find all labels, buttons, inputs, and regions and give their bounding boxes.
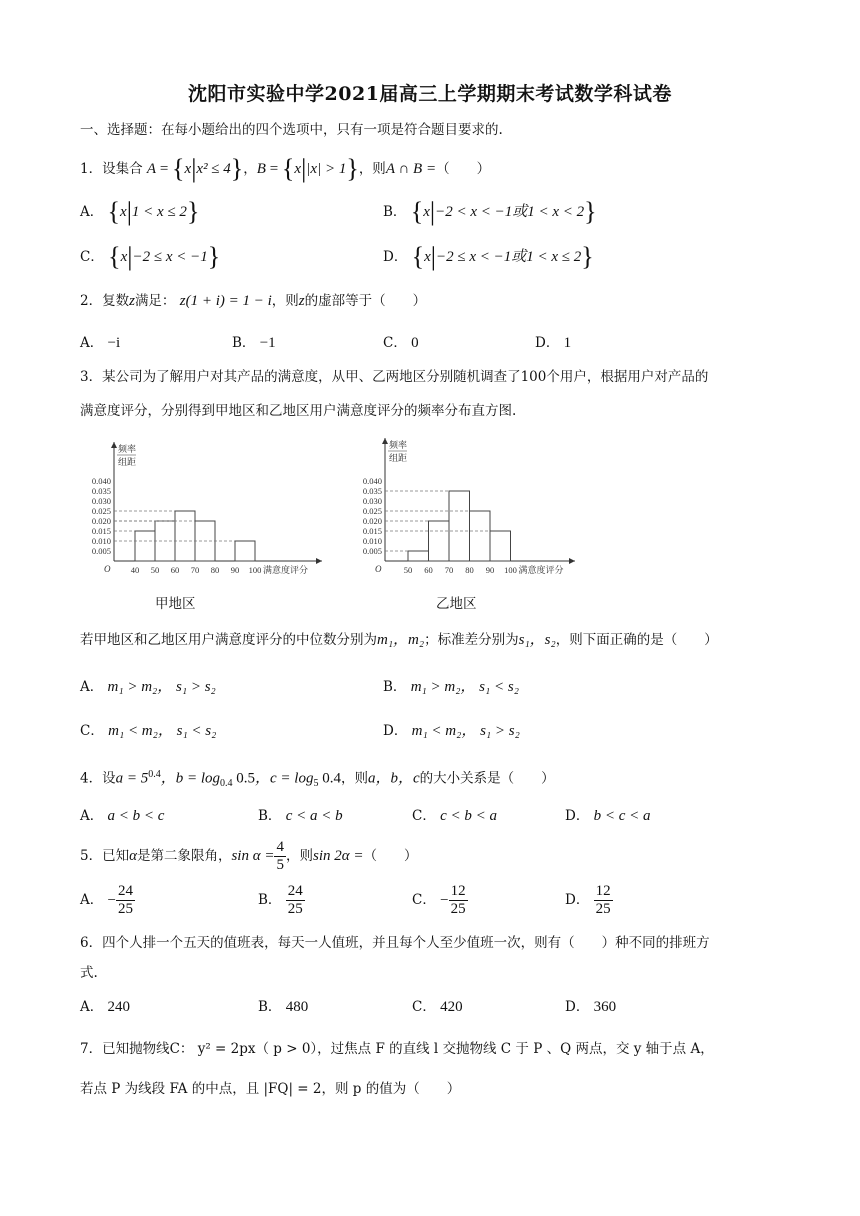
section-heading: 一、选择题：在每小题给出的四个选项中，只有一项是符合题目要求的. (80, 122, 503, 138)
q2-option-c: C． 0 (383, 335, 419, 351)
q3-option-c: C． m₁ < m₂， s₁ < s₂ (80, 723, 217, 739)
q3-option-d: D． m₁ < m₂， s₁ > s₂ (383, 723, 520, 739)
question-7-line1: 7．已知抛物线C： y² = 2px（ p > 0），过焦点 F 的直线 l 交抛物线 C 于 P 、Q 两点，交 y 轴于点 A， (80, 1041, 714, 1057)
x-tick-label: 50 (150, 565, 160, 575)
origin-label: O (375, 564, 382, 574)
question-1-stem: 1．设集合 A = {x|x² ≤ 4}，B = {x||x| > 1}，则A ∩ B =（ ） (80, 154, 491, 183)
histogram-bar (429, 521, 450, 561)
histogram-jia (86, 436, 326, 581)
y-tick-label: 0.020 (362, 516, 382, 526)
q3-option-b: B． m₁ > m₂， s₁ < s₂ (383, 679, 519, 695)
q2-option-b: B． −1 (232, 335, 276, 351)
q1-option-d: D． {x|−2 ≤ x < −1或1 < x ≤ 2} (383, 242, 594, 271)
origin-label: O (104, 564, 111, 574)
y-tick-label: 0.015 (91, 526, 111, 536)
q4-option-a: A． a < b < c (80, 808, 165, 824)
x-tick-label: 80 (210, 565, 220, 575)
x-axis-label: 满意度评分 (518, 565, 564, 575)
y-axis-label-top: 频率 (118, 444, 137, 454)
q6-option-d: D． 360 (565, 999, 617, 1015)
y-tick-label: 0.010 (362, 536, 382, 546)
histogram-yi (355, 434, 580, 581)
histogram-bar (490, 531, 511, 561)
x-tick-label: 60 (170, 565, 180, 575)
q5-option-d: D． $\frac{12}{25}$ (565, 883, 611, 917)
y-tick-label: 0.015 (362, 526, 382, 536)
x-tick-label: 90 (485, 565, 495, 575)
y-tick-label: 0.040 (91, 476, 111, 486)
caption-jia: 甲地区 (155, 596, 196, 612)
x-tick-label: 40 (130, 565, 140, 575)
x-tick-label: 70 (190, 565, 200, 575)
q1-option-a: A． {x|1 < x ≤ 2} (80, 197, 200, 226)
y-tick-label: 0.040 (362, 476, 382, 486)
y-axis-label-bottom: 组距 (118, 457, 137, 467)
q3-option-a: A． m₁ > m₂， s₁ > s₂ (80, 679, 216, 695)
q6-option-a: A． 240 (80, 999, 131, 1015)
q4-option-d: D． b < c < a (565, 808, 651, 824)
caption-yi: 乙地区 (436, 596, 477, 612)
q4-option-c: C． c < b < a (412, 808, 498, 824)
y-tick-label: 0.005 (362, 546, 382, 556)
x-tick-label: 100 (248, 565, 262, 575)
histogram-bar (175, 511, 195, 561)
q5-option-c: C． − $\frac{12}{25}$ (412, 883, 466, 917)
histogram-bar (135, 531, 155, 561)
x-axis-arrow (316, 558, 322, 564)
question-2-stem: 2．复数z满足： z(1 + i) = 1 − i，则z的虚部等于（ ） (80, 293, 427, 309)
y-tick-label: 0.025 (362, 506, 382, 516)
y-tick-label: 0.025 (91, 506, 111, 516)
q6-option-b: B． 480 (258, 999, 309, 1015)
question-7-line2: 若点 P 为线段 FA 的中点，且 |FQ| = 2，则 p 的值为（ ） (80, 1081, 461, 1097)
x-axis-label: 满意度评分 (263, 565, 309, 575)
q5-option-a: A． − $\frac{24}{25}$ (80, 883, 134, 917)
question-6-line2: 式. (80, 965, 98, 981)
y-tick-label: 0.030 (91, 496, 111, 506)
y-tick-label: 0.030 (362, 496, 382, 506)
question-3-line2: 满意度评分，分别得到甲地区和乙地区用户满意度评分的频率分布直方图. (80, 403, 517, 419)
question-4-stem: 4．设$a = 5^{0.4}$，$b = \log_{0.4} 0.5$，$c = \log_5 0.4$，则a，b，c的大小关系是（ ） (80, 769, 555, 790)
q4-option-b: B． c < a < b (258, 808, 343, 824)
y-tick-label: 0.035 (91, 486, 111, 496)
q2-option-a: A． −i (80, 335, 121, 351)
y-tick-label: 0.035 (362, 486, 382, 496)
q6-option-c: C． 420 (412, 999, 463, 1015)
histogram-bar (449, 491, 470, 561)
x-tick-label: 70 (444, 565, 454, 575)
x-tick-label: 100 (504, 565, 517, 575)
x-tick-label: 80 (465, 565, 474, 575)
histogram-bar (470, 511, 491, 561)
x-tick-label: 60 (424, 565, 433, 575)
histogram-bar (408, 551, 429, 561)
paper-title: 沈阳市实验中学2021届高三上学期期末考试数学科试卷 (188, 83, 672, 105)
y-tick-label: 0.005 (91, 546, 111, 556)
y-axis-arrow (382, 438, 388, 444)
y-axis-label-top: 频率 (389, 440, 408, 450)
y-tick-label: 0.010 (91, 536, 111, 546)
y-tick-label: 0.020 (91, 516, 111, 526)
y-axis-arrow (111, 442, 117, 448)
question-3-conclusion: 若甲地区和乙地区用户满意度评分的中位数分别为m₁，m₂；标准差分别为s₁，s₂，则下面正确的是（ ） (80, 632, 718, 648)
q2-option-d: D． 1 (535, 335, 572, 351)
histogram-bar (235, 541, 255, 561)
x-tick-label: 90 (230, 565, 240, 575)
q1-option-c: C． {x|−2 ≤ x < −1} (80, 242, 221, 271)
q1-option-b: B． {x|−2 < x < −1或1 < x < 2} (383, 197, 597, 226)
question-6-line1: 6．四个人排一个五天的值班表，每天一人值班，并且每个人至少值班一次，则有（ ）种不同的排班方 (80, 935, 710, 951)
q5-option-b: B． $\frac{24}{25}$ (258, 883, 303, 917)
question-3-line1: 3．某公司为了解用户对其产品的满意度，从甲、乙两地区分别随机调查了100个用户，根据用户对产品的 (80, 369, 709, 385)
question-5-stem: 5．已知α是第二象限角，sin α = $\frac{4}{5}$ ，则sin 2α =（ ） (80, 839, 418, 873)
y-axis-label-bottom: 组距 (389, 453, 408, 463)
x-axis-arrow (569, 558, 575, 564)
fraction-4-5: $\frac{4}{5}$ (276, 839, 284, 873)
x-tick-label: 50 (403, 565, 413, 575)
